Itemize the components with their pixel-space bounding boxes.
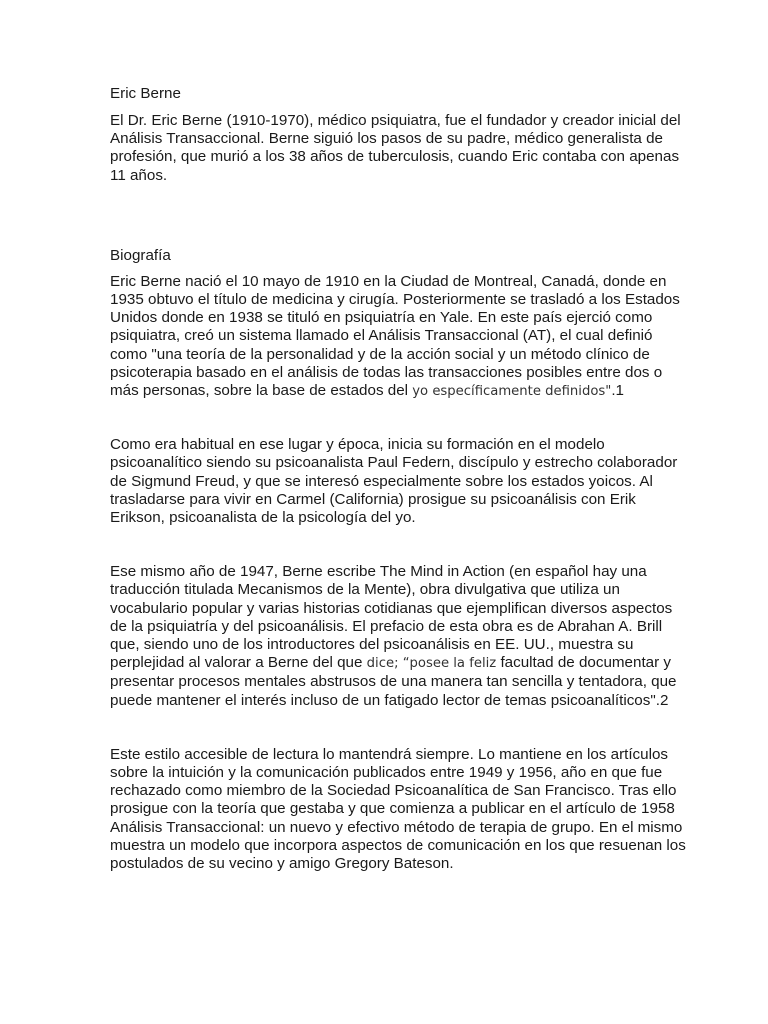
intro-paragraph: El Dr. Eric Berne (1910-1970), médico psiquiatra, fue el fundador y creador inicial del Análisis Transaccional. Berne siguió los pasos de su padre, médico generalista de profesión, que murió a los 38 años de tuberculosis, cuando Eric contaba con apenas 11 años. [110,112,681,184]
section-heading-biografia: Biografía [110,246,171,264]
bio-p3-end-text: facultad de documentar y presentar procesos mentales abstrusos de una manera tan sencilla y tentadora, que puede mantener el interés incluso de un fatigado lector de temas psicoanalíticos".2 [110,654,677,709]
bio-p1-alt-text: yo específicamente definidos" [412,384,612,400]
document-page [110,85,690,873]
biography-paragraph-4: Este estilo accesible de lectura lo mantendrá siempre. Lo mantiene en los artículos sobre la intuición y la comunicación publicados entre 1949 y 1956, año en que fue rechazado como miembro de la Sociedad Psicoanalítica de San Francisco. Tras ello prosigue con la teoría que gestaba y que comienza a publicar en el artículo de 1958 Análisis Transaccional: un nuevo y efectivo método de terapia de grupo. En el mismo muestra un modelo que incorpora aspectos de comunicación en los que resuenan los postulados de su vecino y amigo Gregory Bateson. [110,745,686,873]
biography-paragraph-2: Como era habitual en ese lugar y época, inicia su formación en el modelo psicoanalítico siendo su psicoanalista Paul Federn, discípulo y estrecho colaborador de Sigmund Freud, y que se interesó especialmente sobre los estados yoicos. Al trasladarse para vivir en Carmel (California) prosigue su psicoanálisis con Erik Erikson, psicoanalista de la psicología del yo. [110,436,678,527]
document-title: Eric Berne [110,85,181,102]
bio-p3-main-text: Ese mismo año de 1947, Berne escribe The Mind in Action (en español hay una traducción titulada Mecanismos de la Mente), obra divulgativa que utiliza un vocabulario popular y varias historias cotidianas que ejemplifican diversos aspectos de la psiquiatría y del psicoanálisis. El prefacio de esta obra es de Abrahan A. Brill que, siendo uno de los introductores del psicoanálisis en EE. UU., muestra su perplejidad al valorar a Berne del que [110,563,673,672]
bio-p3-alt-text: dice; “posee la feliz [366,656,497,672]
bio-p1-main-text: Eric Berne nació el 10 mayo de 1910 en la Ciudad de Montreal, Canadá, donde en 1935 obtuvo el título de medicina y cirugía. Posteriormente se trasladó a los Estados Unidos donde en 1938 se tituló en psiquiatría en Yale. En este país ejerció como psiquiatra, creó un sistema llamado el Análisis Transaccional (AT), el cual definió como "una teoría de la personalidad y de la acción social y un método clínico de psicoterapia basado en el análisis de todas las transacciones posibles entre dos o más personas, sobre la base de estados del [110,272,680,400]
biography-paragraph-1 [110,273,690,401]
biography-paragraph-3 [110,563,690,710]
bio-p1-footnote-text: .1 [611,382,624,400]
